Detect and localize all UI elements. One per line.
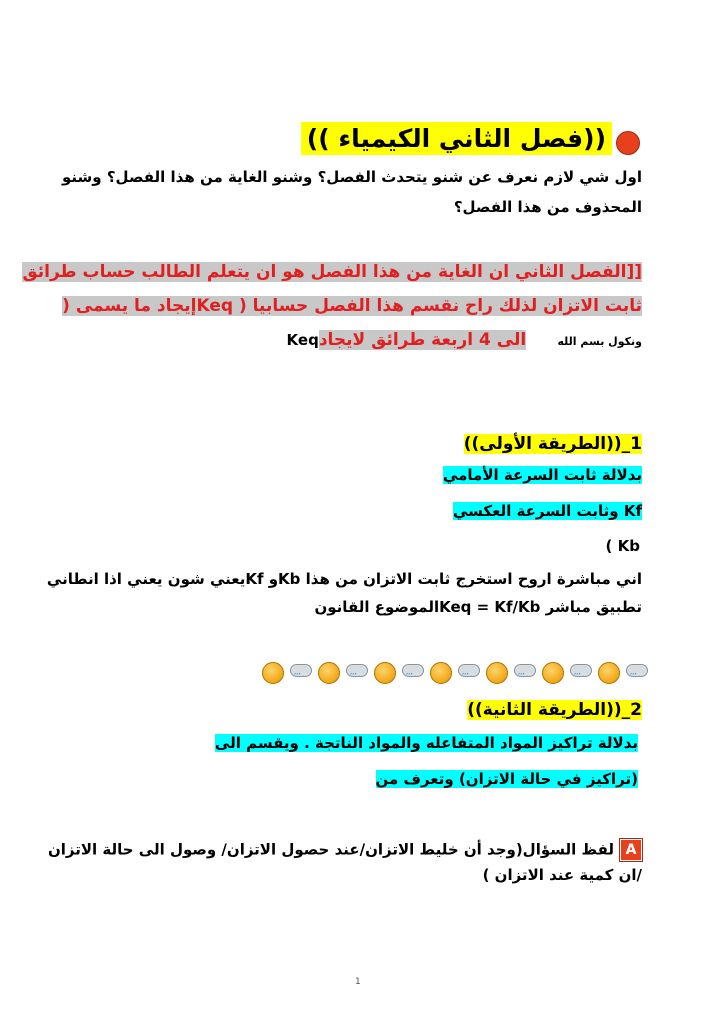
intro-line-2: المحذوف من هذا الفصل؟: [453, 198, 642, 216]
method1-text-2: تطبيق مباشر Keq = Kf/Kbالموضوع القانون: [314, 598, 642, 616]
cloud-rain-icon: [401, 662, 425, 684]
cloud-rain-icon: [345, 662, 369, 684]
red-circle-icon: [616, 131, 640, 155]
goal-line-1: [[الفصل الثاني ان الغاية من هذا الفصل هو ان يتعلم الطالب حساب طرائق: [22, 262, 642, 282]
letter-a-icon: A: [620, 839, 642, 861]
heading-text: ((فصل الثاني الكيمياء )): [301, 122, 612, 155]
goal-line-2: ثابت الاتزان لذلك راح نقسم هذا الفصل حسابيا ( Keqإيجاد ما يسمى (: [62, 296, 642, 316]
cloud-rain-icon: [289, 662, 313, 684]
goal-line-3: ونكول بسم الله الى 4 اربعة طرائق لايجادKeq: [286, 330, 642, 350]
coin-icon: [318, 662, 340, 684]
page-number: 1: [355, 977, 361, 987]
cloud-rain-icon: [625, 662, 649, 684]
coin-icon: [430, 662, 452, 684]
coin-icon: [262, 662, 284, 684]
method1-line-3: Kb ): [605, 537, 640, 555]
chapter-heading: [301, 124, 640, 155]
note-line-1: Aلفظ السؤال(وجد أن خليط الاتزان/عند حصول الاتزان/ وصول الى حالة الاتزان: [48, 839, 642, 861]
coin-icon: [486, 662, 508, 684]
method2-line-1: بدلالة تراكيز المواد المتفاعله والمواد الناتجة . ويقسم الى: [214, 734, 638, 752]
cloud-rain-icon: [569, 662, 593, 684]
method2-line-2: (تراكيز في حالة الاتزان) وتعرف من: [375, 770, 638, 788]
cloud-rain-icon: [513, 662, 537, 684]
cloud-rain-icon: [457, 662, 481, 684]
method1-line-2: Kf وثابت السرعة العكسي: [452, 502, 642, 520]
intro-line-1: اول شي لازم نعرف عن شنو يتحدث الفصل؟ وشنو الغاية من هذا الفصل؟ وشنو: [62, 168, 642, 186]
coin-icon: [542, 662, 564, 684]
decorative-emoji-row: [262, 662, 649, 684]
coin-icon: [374, 662, 396, 684]
note-line-2: /ان كمية عند الاتزان ): [482, 866, 642, 884]
method1-text-1: اني مباشرة اروح استخرج ثابت الاتزان من هذا Kbو Kfيعني شون يعني اذا انطاني: [46, 570, 642, 588]
method1-title: 1_((الطريقة الأولى)): [463, 434, 642, 454]
coin-icon: [598, 662, 620, 684]
method2-title: 2_((الطريقة الثانية)): [467, 700, 642, 720]
method1-line-1: بدلالة ثابت السرعة الأمامي: [442, 466, 642, 484]
